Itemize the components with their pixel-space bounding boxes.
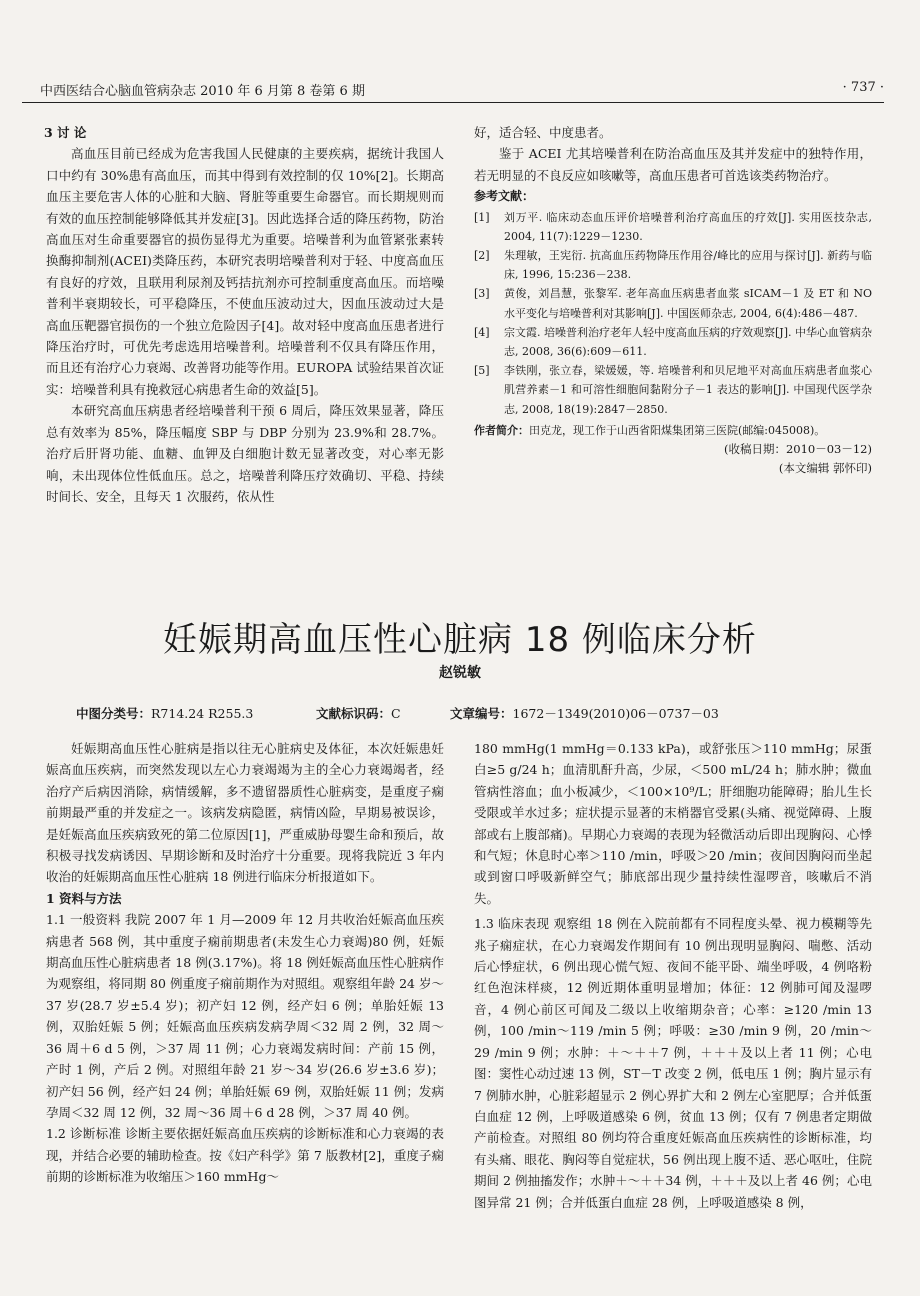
article-number-value: 1672－1349(2010)06－0737－03 [512,706,719,721]
discussion-paragraph-1: 高血压目前已经成为危害我国人民健康的主要疾病，据统计我国人口中约有 30%患有高血压，而其中得到有效控制的仅 10%[2]。长期高血压主要危害人体的心脏和大脑、肾脏等重要生命器官。而长期规则而有效的血压控制能够降低其并发症[3]。因此选择合适的降压药物，防治高血压对生命重要器官的损伤显得尤为重要。培噪普利为血管紧张素转换酶抑制剂(ACEI)类降压药，本研究表明培噪普利对于轻、中度高血压有良好的疗效，且联用利尿剂及钙拮抗剂亦可控制重度高血压。而培噪普利半衰期较长，可平稳降压，不使血压波动过大，因血压波动过大是高血压靶器官损伤的一个独立危险因子[4]。故对轻中度高血压患者进行降压治疗时，可优先考虑选用培噪普利。培噪普利不仅具有降压作用，而且还有治疗心力衰竭、改善肾功能等作用。EUROPA 试验结果首次证实：培噪普利具有挽救冠心病患者生命的效益[5]。 [46,146,444,397]
reference-text: 黄俊，刘昌慧，张黎军. 老年高血压病患者血浆 sICAM－1 及 ET 和 NO 水平变化与培噪普利对其影响[J]. 中国医师杂志, 2004, 6(4):486－487. [504,287,872,320]
document-code [316,704,401,722]
clinical-manifestations-paragraph: 1.3 临床表现 观察组 18 例在入院前都有不同程度头晕、视力模糊等先兆子痫症状，在心力衰竭发作期间有 10 例出现明显胸闷、喘憋、活动后心悸症状，6 例出现心慌气短、夜间不能平卧、端坐呼吸，4 例咯粉红色泡沫样痰，12 例近期体重明显增加；体征：12 例肺可闻及湿啰音，4 例心前区可闻及二级以上收缩期杂音；心率：≥120 /min 13 例，100 /min～119 /min 5 例；呼吸：≥30 /min 9 例，20 /min～29 /min 9 例；水肿：＋～＋＋7 例，＋＋＋及以上者 11 例；心电图：窦性心动过速 13 例，ST－T 改变 2 例，低电压 1 例；胸片显示有 7 例肺水肿，心脏彩超显示 2 例心界扩大和 2 例左心室肥厚；合并低蛋白血症 12 例，上呼吸道感染 6 例，贫血 13 例；仅有 7 例患者定期做产前检查。对照组 80 例均符合重度妊娠高血压疾病性的诊断标准，均有头痛、眼花、胸闷等自觉症状，56 例出现上腹不适、恶心呕吐，住院期间 2 例抽搐发作；水肿＋～＋＋34 例，＋＋＋及以上者 46 例；心电图异常 21 例；合并低蛋白血症 28 例，上呼吸道感染 8 例， [474,916,872,1210]
diagnostic-criteria-continuation: 180 mmHg(1 mmHg＝0.133 kPa)，或舒张压＞110 mmHg；尿蛋白≥5 g/24 h；血清肌酐升高，少尿，＜500 mL/24 h；肺水肿；微血管病性溶血；血小板减少，＜100×10⁹/L；肝细胞功能障碍；胎儿生长受限或羊水过多；症状提示显著的末梢器官受累(头痛、视觉障碍、上腹部或右上腹部痛)。早期心力衰竭的表现为轻微活动后即出现胸闷、心悸和气短；休息时心率＞110 /min，呼吸＞20 /min；夜间因胸闷而坐起或到窗口呼吸新鲜空气；肺底部出现少量持续性湿啰音，咳嗽后不消失。 [474,741,872,906]
clc-label: 中图分类号： [76,706,152,721]
body-right-column [474,738,872,1213]
reference-item [474,323,872,361]
running-header [22,78,884,103]
discussion-column [46,122,444,507]
references-heading: 参考文献： [474,189,535,204]
reference-text: 朱理敏，王宪衍. 抗高血压药物降压作用谷/峰比的应用与探讨[J]. 新药与临床, 1996, 15:236－238. [504,249,872,282]
editor-note: (本文编辑 郭怀印) [778,461,872,476]
reference-text: 宗文霞. 培噪普利治疗老年人轻中度高血压病的疗效观察[J]. 中华心血管病杂志, 2008, 36(6):609－611. [504,325,872,359]
page-number: · 737 · [842,80,884,95]
author-info [474,421,872,440]
conclusion-continuation: 好，适合轻、中度患者。 [474,125,612,140]
general-data-paragraph: 1.1 一般资料 我院 2007 年 1 月—2009 年 12 月共收治妊娠高血压疾病患者 568 例，其中重度子痫前期患者(未发生心力衰竭)80 例，妊娠期高血压性心脏病患者 18 例(3.17%)。将 18 例妊娠高血压性心脏病作为观察组，将同期 80 例重度子痫前期作为对照组。观察组年龄 24 岁～37 岁(28.7 岁±5.4 岁)；初产妇 12 例，经产妇 6 例；单胎妊娠 13 例，双胎妊娠 5 例；妊娠高血压疾病发病孕周＜32 周 2 例，32 周～36 周＋6 d 5 例，＞37 周 11 例；心力衰竭发病时间：产前 15 例，产时 1 例，产后 2 例。对照组年龄 21 岁～34 岁(26.6 岁±3.6 岁)；初产妇 56 例，经产妇 24 例；单胎妊娠 69 例，双胎妊娠 11 例；发病孕周＜32 周 12 例，32 周～36 周＋6 d 28 例，＞37 周 40 例。 [46,912,444,1120]
reference-number: [3] [474,287,490,301]
author-info-label: 作者简介： [474,423,529,437]
author-info-text: 田克龙，现工作于山西省阳煤集团第三医院(邮编:045008)。 [529,423,826,437]
section-heading-discussion: 3 讨 论 [44,125,87,140]
diagnostic-criteria-paragraph: 1.2 诊断标准 诊断主要依据妊娠高血压疾病的诊断标准和心力衰竭的表现，并结合必要的辅助检查。按《妇产科学》第 7 版教材[2]，重度子痫前期的诊断标准为收缩压＞160 mmHg～ [46,1126,444,1185]
article-number [450,704,719,722]
document-code-label: 文献标识码： [316,706,392,721]
reference-number: [5] [474,364,490,378]
reference-item [474,208,872,246]
article-author: 赵锐敏 [439,665,481,681]
discussion-paragraph-2: 本研究高血压病患者经培噪普利干预 6 周后，降压效果显著，降压总有效率为 85%，降压幅度 SBP 与 DBP 分别为 23.9%和 28.7%。治疗后肝肾功能、血糖、血钾及白细胞计数无显著改变，对心率无影响，未出现体位性低血压。总之，培噪普利降压疗效确切、平稳、持续时间长、安全，且每天 1 次服药，依从性 [46,403,444,504]
reference-number: [1] [474,210,490,224]
reference-list [474,208,872,419]
clc-value: R714.24 R255.3 [151,706,254,721]
article-number-label: 文章编号： [450,706,513,721]
article-title: 妊娠期高血压性心脏病 18 例临床分析 [163,620,757,660]
reference-item [474,284,872,322]
reference-item [474,246,872,284]
reference-number: [4] [474,325,490,339]
references-column [474,122,872,478]
received-date: (收稿日期：2010－03－12) [723,442,872,457]
reference-number: [2] [474,249,490,263]
section-heading-methods: 1 资料与方法 [46,890,122,906]
clc-number [76,704,253,722]
reference-text: 刘万平. 临床动态血压评价培噪普利治疗高血压的疗效[J]. 实用医技杂志, 2004, 11(7):1229－1230. [504,210,872,243]
journal-name: 中西医结合心脑血管病杂志 2010 年 6 月第 8 卷第 6 期 [40,84,365,99]
conclusion-paragraph: 鉴于 ACEI 尤其培噪普利在防治高血压及其并发症中的独特作用，若无明显的不良反应如咳嗽等，高血压患者可首选该类药物治疗。 [474,146,872,183]
reference-item [474,361,872,419]
intro-paragraph: 妊娠期高血压性心脏病是指以往无心脏病史及体征，本次妊娠患妊娠高血压疾病，而突然发现以左心力衰竭竭为主的全心力衰竭竭者，经治疗产后病因消除，病情缓解，多不遗留器质性心脏病变，是重度子痫前期最严重的并发症之一。该病发病隐匿，病情凶险，早期易被误诊，是妊娠高血压疾病致死的第二位原因[1]，严重威胁母婴生命和预后，故积极寻找发病诱因、早期诊断和及时治疗十分重要。现将我院近 3 年内收治的妊娠期高血压性心脏病 18 例进行临床分析报道如下。 [46,741,444,885]
document-code-value: C [391,706,401,721]
body-left-column [46,738,444,1188]
reference-text: 李铁刚，张立春，梁媛媛，等. 培噪普利和贝尼地平对高血压病患者血浆心肌营养素－1 和可溶性细胞间黏附分子－1 表达的影响[J]. 中国现代医学杂志, 2008, 18(19):2847－2850. [504,364,872,416]
